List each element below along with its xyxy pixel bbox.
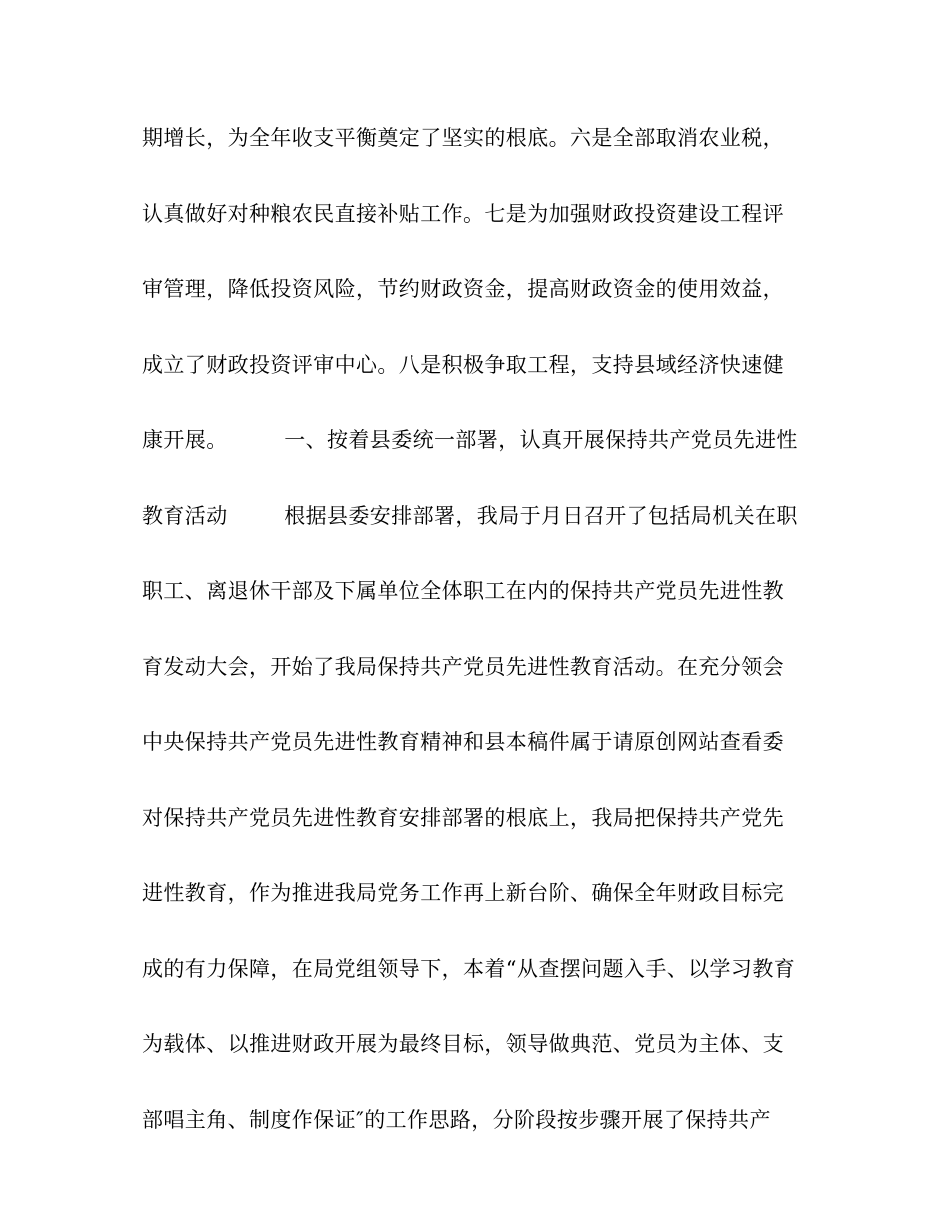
document-line: 教育活动 根据县委安排部署，我局于月日召开了包括局机关在职 <box>142 503 798 528</box>
document-line: 审管理，降低投资风险，节约财政资金，提高财政资金的使用效益， <box>142 277 784 301</box>
document-line: 育发动大会，开始了我局保持共产党员先进性教育活动。在充分领会 <box>142 654 784 679</box>
document-line: 进性教育，作为推进我局党务工作再上新台阶、确保全年财政目标完 <box>142 881 784 905</box>
document-line: 成的有力保障，在局党组领导下，本着“从查摆问题入手、以学习教育 <box>142 956 796 981</box>
document-line: 对保持共产党员先进性教育安排部署的根底上，我局把保持共产党先 <box>142 805 784 830</box>
document-line: 成立了财政投资评审中心。八是积极争取工程，支持县域经济快速健 <box>142 352 784 377</box>
document-line: 职工、离退休干部及下属单位全体职工在内的保持共产党员先进性教 <box>142 579 784 603</box>
document-line: 康开展。 一、按着县委统一部署，认真开展保持共产党员先进性 <box>142 428 798 452</box>
document-line: 认真做好对种粮农民直接补贴工作。七是为加强财政投资建设工程评 <box>142 201 784 226</box>
document-line: 为载体、以推进财政开展为最终目标，领导做典范、党员为主体、支 <box>142 1032 784 1056</box>
document-line: 期增长，为全年收支平衡奠定了坚实的根底。六是全部取消农业税， <box>142 126 784 150</box>
document-line: 部唱主角、制度作保证″的工作思路，分阶段按步骤开展了保持共产 <box>142 1107 771 1132</box>
document-body <box>142 122 822 1179</box>
document-line: 中央保持共产党员先进性教育精神和县本稿件属于请原创网站查看委 <box>142 730 784 754</box>
